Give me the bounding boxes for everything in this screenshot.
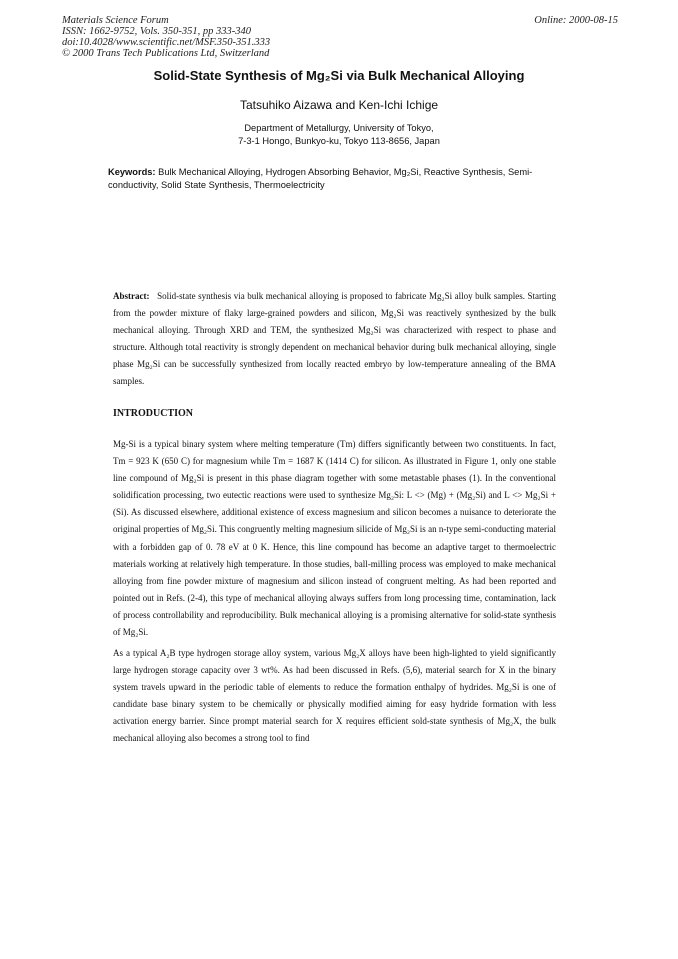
affiliation-line-2: 7-3-1 Hongo, Bunkyo-ku, Tokyo 113-8656, Japan <box>238 136 440 146</box>
keywords-label: Keywords: <box>108 167 156 177</box>
authors: Tatsuhiko Aizawa and Ken-Ichi Ichige <box>239 98 439 112</box>
copyright-line: © 2000 Trans Tech Publications Ltd, Switzerland <box>62 48 270 59</box>
paper-title: Solid-State Synthesis of Mg₂Si via Bulk Mechanical Alloying <box>153 68 525 83</box>
doi-line: doi:10.4028/www.scientific.net/MSF.350-351.333 <box>62 37 271 48</box>
abstract-label: Abstract: <box>113 291 150 301</box>
intro-paragraph-2: As a typical A₂B type hydrogen storage alloy system, various Mg₂X alloys have been high-lighted to yield significantly large hydrogen storage capacity over 3 wt%. As had been discussed in Refs. (5,6), material search for X in the binary system travels upward in the periodic table of elements to reduce the formation enthalpy of hydrides. Mg₂Si is one of candidate base binary system to be chemically or physically modified aiming for easy hydride formation with less activation energy barrier. Since prompt material search for X requires efficient sold-state synthesis of Mg₂X, the bulk mechanical alloying also becomes a strong tool to find <box>113 648 556 744</box>
online-date: Online: 2000-08-15 <box>534 15 618 26</box>
section-heading-introduction: INTRODUCTION <box>113 408 194 419</box>
abstract-text: Solid-state synthesis via bulk mechanical alloying is proposed to fabricate Mg₂Si alloy bulk samples. Starting from the powder mixture of flaky large-grained powders and silicon, Mg₂Si was reactively synthesized by the bulk mechanical alloying. Through XRD and TEM, the synthesized Mg₂Si was characterized with respect to phase and structure. Although total reactivity is strongly dependent on mechanical behavior during bulk mechanical alloying, single phase Mg₂Si can be successfully synthesized from locally reacted embryo by low-temperature annealing of the BMA samples. <box>113 291 557 386</box>
keywords <box>108 166 574 192</box>
journal-header <box>62 15 618 59</box>
keywords-text: Bulk Mechanical Alloying, Hydrogen Absorbing Behavior, Mg₂Si, Reactive Synthesis, Semi-conductivity, Solid State Synthesis, Thermoelectricity <box>108 167 533 190</box>
abstract <box>113 288 556 390</box>
journal-name: Materials Science Forum <box>62 15 169 26</box>
affiliation-line-1: Department of Metallurgy, University of Tokyo, <box>244 123 434 133</box>
intro-paragraph-1: Mg-Si is a typical binary system where melting temperature (Tm) differs significantly between two constituents. In fact, Tm = 923 K (650 C) for magnesium while Tm = 1687 K (1414 C) for silicon. As illustrated in Figure 1, only one stable line compound of Mg₂Si is present in this phase diagram together with some metastable phases (1). In the conventional solidification processing, two eutectic reactions were used to synthesize Mg₂Si: L <> (Mg) + (Mg₂Si) and L <> Mg₂Si + (Si). As discussed elsewhere, additional existence of excess magnesium and silicon becomes a nuisance to deteriorate the original properties of Mg₂Si. This congruently melting magnesium silicide of Mg₂Si is an n-type semi-conducting material with a forbidden gap of 0. 78 eV at 0 K. Hence, this line compound has become an adaptive target to thermoelectric materials working at relatively high temperature. In those studies, ball-milling process was employed to make mechanical alloying from fine powder mixture of magnesium and silicon instead of congruent melting. As had been reported and pointed out in Refs. (2-4), this type of mechanical alloying always suffers from long processing time, contamination, lack of process controllability and reproducibility. Bulk mechanical alloying is a promising alternative for solid-state synthesis of Mg₂Si. <box>113 439 556 638</box>
issn-line: ISSN: 1662-9752, Vols. 350-351, pp 333-340 <box>62 26 251 37</box>
affiliation <box>0 122 678 148</box>
